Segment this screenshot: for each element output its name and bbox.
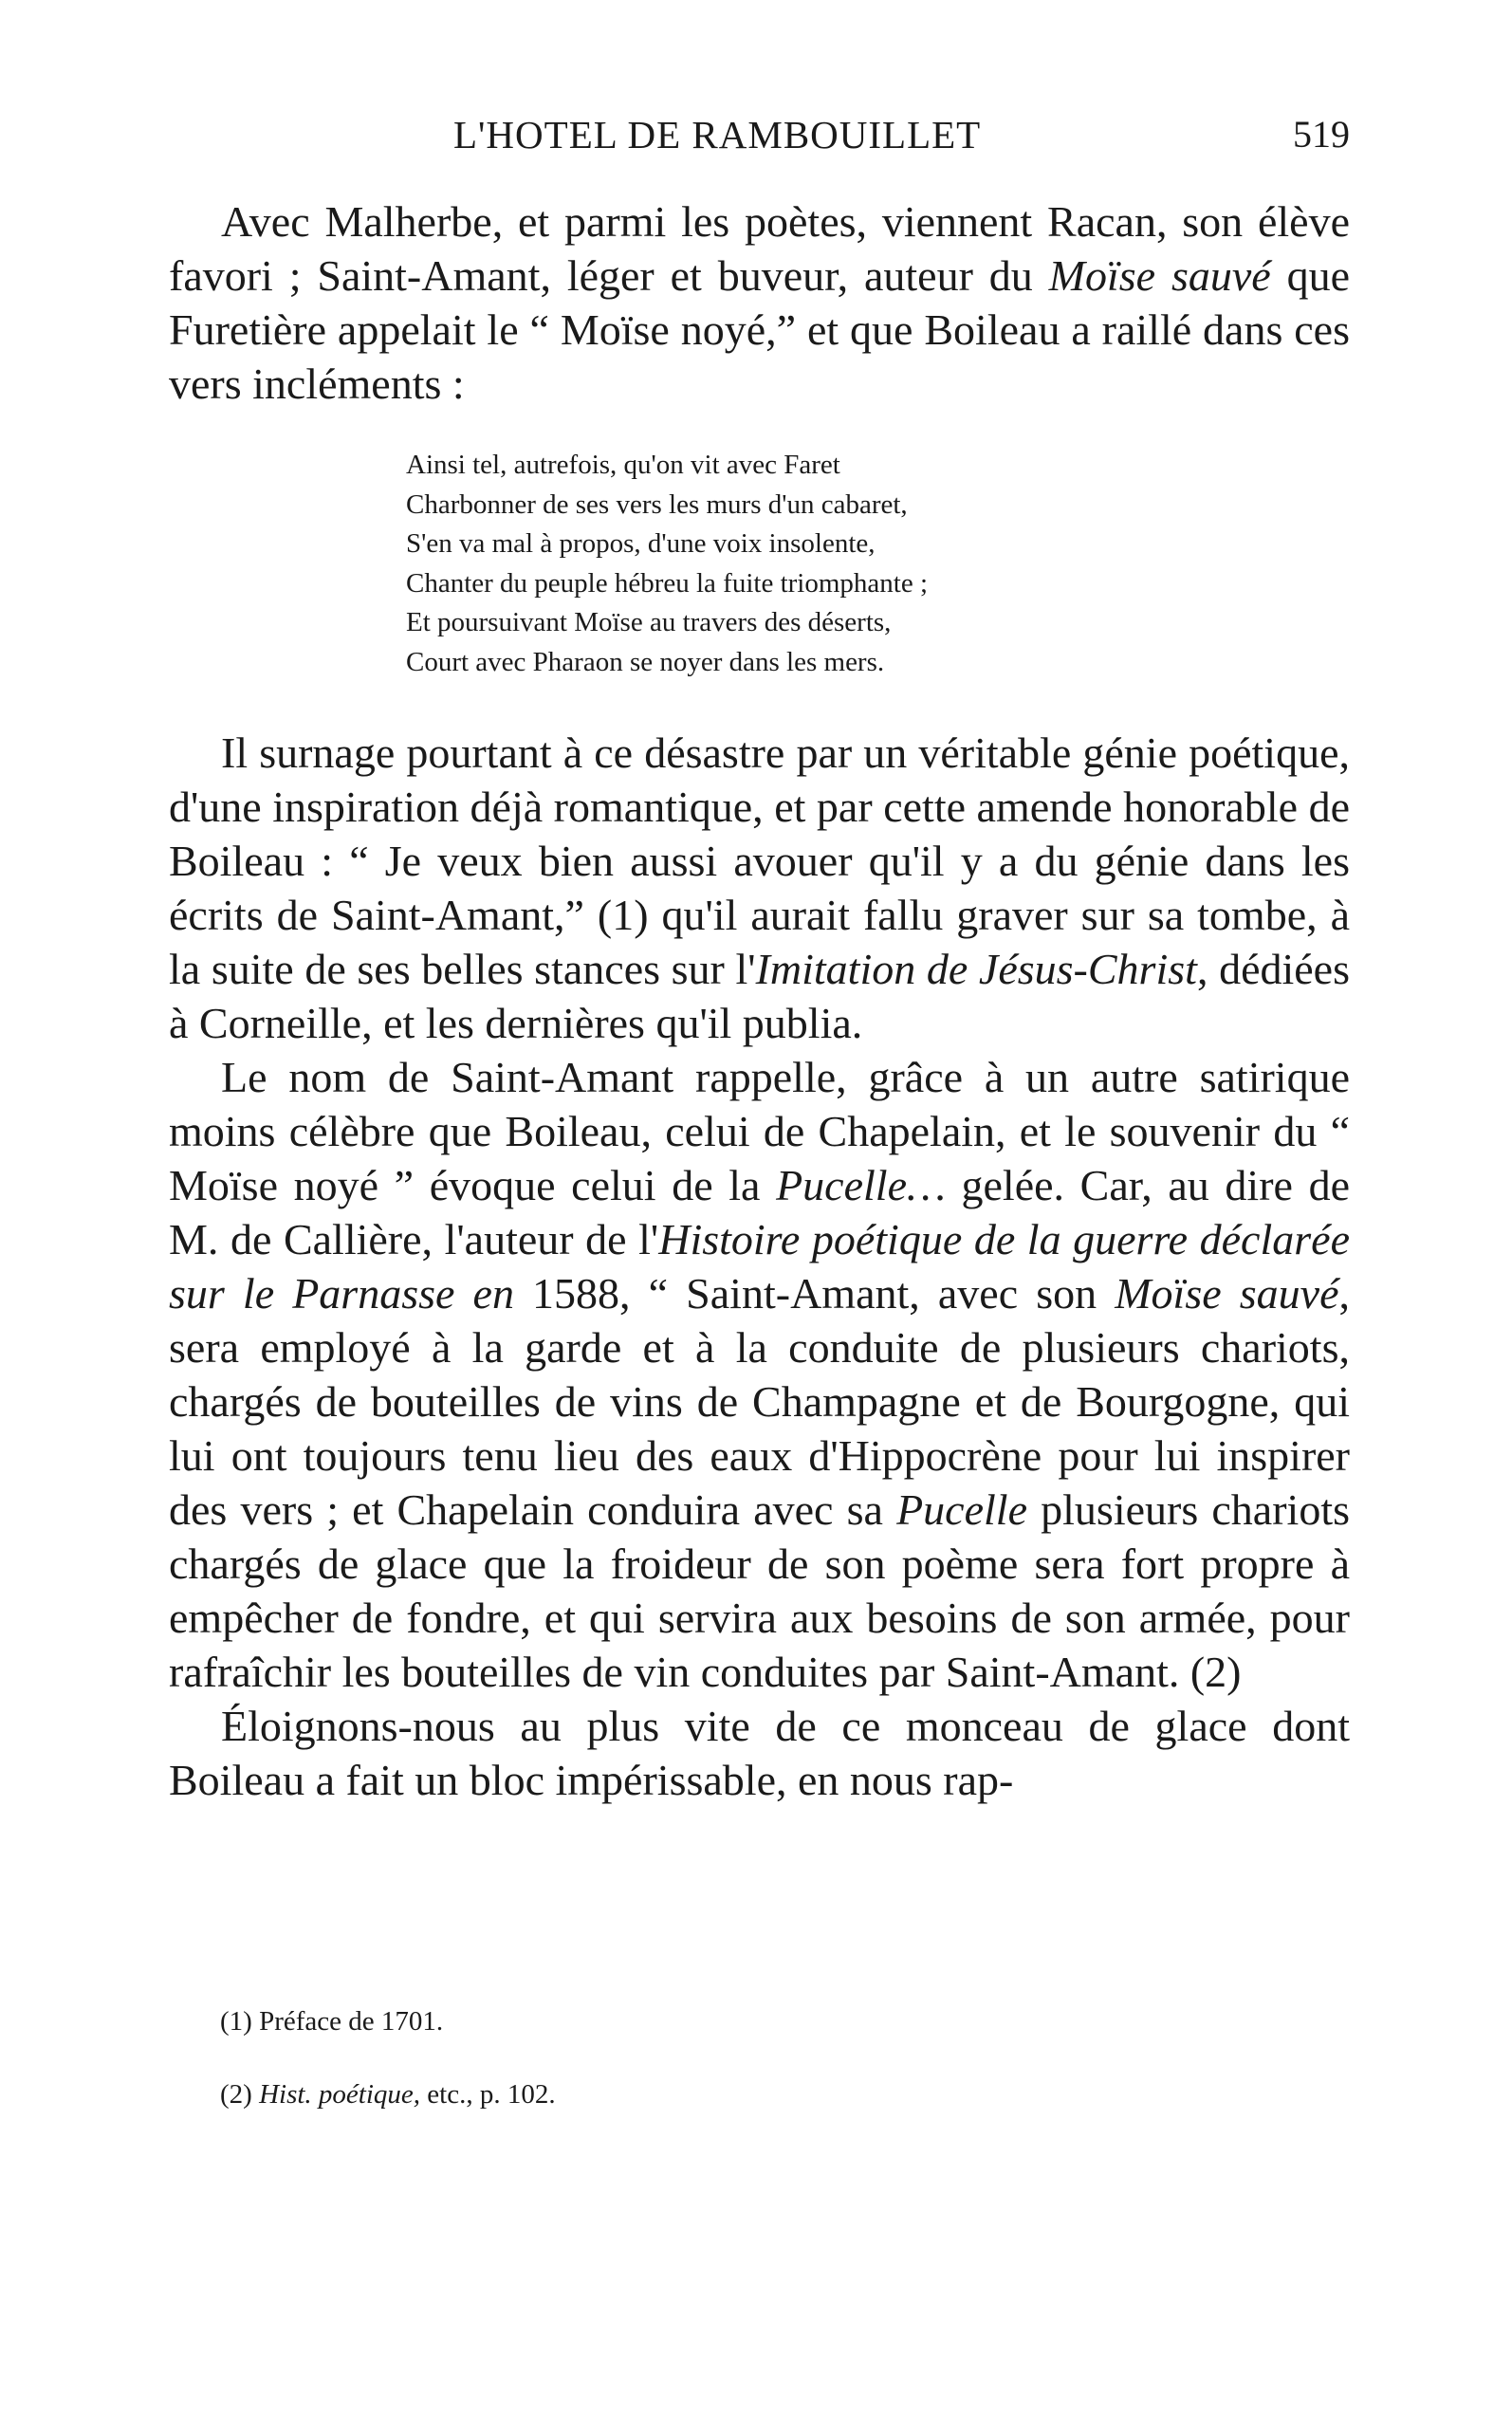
paragraph-3-text-3: 1588, “ Saint-Amant, avec son — [513, 1269, 1116, 1318]
body-text-main — [169, 726, 1350, 1807]
paragraph-3-italic-4: Pucelle — [896, 1485, 1027, 1534]
paragraph-3-text-2: gelée. Car, au dire de M. de Callière, l'auteur de l' — [169, 1161, 1350, 1263]
verse-line: Ainsi tel, autrefois, qu'on vit avec Faret — [406, 450, 840, 480]
running-head — [169, 112, 1350, 169]
verse-line: S'en va mal à propos, d'une voix insolente, — [406, 528, 876, 559]
footnote-2 — [220, 2079, 556, 2111]
running-title: L'HOTEL DE RAMBOUILLET — [453, 113, 982, 157]
paragraph-3-italic-3: Moïse sauvé — [1115, 1269, 1339, 1318]
paragraph-3-text-5: plusieurs chariots chargés de glace que la froideur de son poème sera fort propre à empêcher de fondre, et qui servira aux besoins de son armée, pour rafraîchir les bouteilles de vin conduites par Saint-Amant. (2) — [169, 1485, 1350, 1696]
footnote-2-prefix: (2) — [220, 2079, 260, 2110]
paragraph-3-italic-1: Pucelle… — [776, 1161, 946, 1209]
body-text-top — [169, 194, 1350, 411]
footnote-2-italic: Hist. poétique, — [259, 2079, 421, 2110]
paragraph-3-italic-2: Histoire poétique de la guerre déclarée sur le Parnasse en — [169, 1215, 1350, 1318]
paragraph-1-italic-1: Moïse sauvé — [1048, 251, 1271, 300]
paragraph-1-text-2: que Furetière appelait le “ Moïse noyé,” et que Boileau a raillé dans ces vers incléments : — [169, 251, 1350, 408]
footnote-1: (1) Préface de 1701. — [220, 2006, 444, 2037]
paragraph-2-italic-1: Imitation de Jésus-Christ — [755, 945, 1197, 993]
paragraph-3-text-1: Le nom de Saint-Amant rappelle, grâce à un autre satirique moins célèbre que Boileau, celui de Chapelain, et le souvenir du “ Moïse noyé ” évoque celui de la — [169, 1053, 1350, 1209]
verse-line: Chanter du peuple hébreu la fuite triomphante ; — [406, 567, 929, 599]
paragraph-4 — [169, 1699, 1350, 1807]
paragraph-2-text-1: Il surnage pourtant à ce désastre par un véritable génie poétique, d'une inspiration déjà romantique, et par cette amende honorable de Boileau : “ Je veux bien aussi avouer qu'il y a du génie dans les écrits de Saint-Amant,” (1) qu'il aurait fallu graver sur sa tombe, à la suite de ses belles stances sur l' — [169, 728, 1350, 993]
paragraph-1 — [169, 194, 1350, 411]
footnotes — [220, 2006, 556, 2111]
verse-line: Et poursuivant Moïse au travers des déserts, — [406, 607, 892, 637]
paragraph-2-text-2: , dédiées à Corneille, et les dernières qu'il publia. — [169, 945, 1351, 1047]
paragraph-4-text-1: Éloignons-nous au plus vite de ce monceau de glace dont Boileau a fait un bloc impérissable, en nous rap- — [169, 1702, 1350, 1804]
verse-line: Charbonner de ses vers les murs d'un cabaret, — [406, 489, 908, 520]
verse-line: Court avec Pharaon se noyer dans les mers. — [406, 646, 885, 677]
verse-quotation — [406, 446, 1184, 682]
page-number: 519 — [1293, 113, 1350, 156]
footnote-2-suffix: etc., p. 102. — [420, 2079, 556, 2110]
paragraph-3 — [169, 1050, 1350, 1699]
paragraph-3-text-4: , sera employé à la garde et à la conduite de plusieurs chariots, chargés de bouteilles de vins de Champagne et de Bourgogne, qui lui ont toujours tenu lieu des eaux d'Hippocrène pour lui inspirer des vers ; et Chapelain conduira avec sa — [169, 1269, 1350, 1534]
paragraph-1-text-1: Avec Malherbe, et parmi les poètes, viennent Racan, son élève favori ; Saint-Amant, léger et buveur, auteur du — [169, 197, 1350, 300]
paragraph-2 — [169, 726, 1350, 1050]
